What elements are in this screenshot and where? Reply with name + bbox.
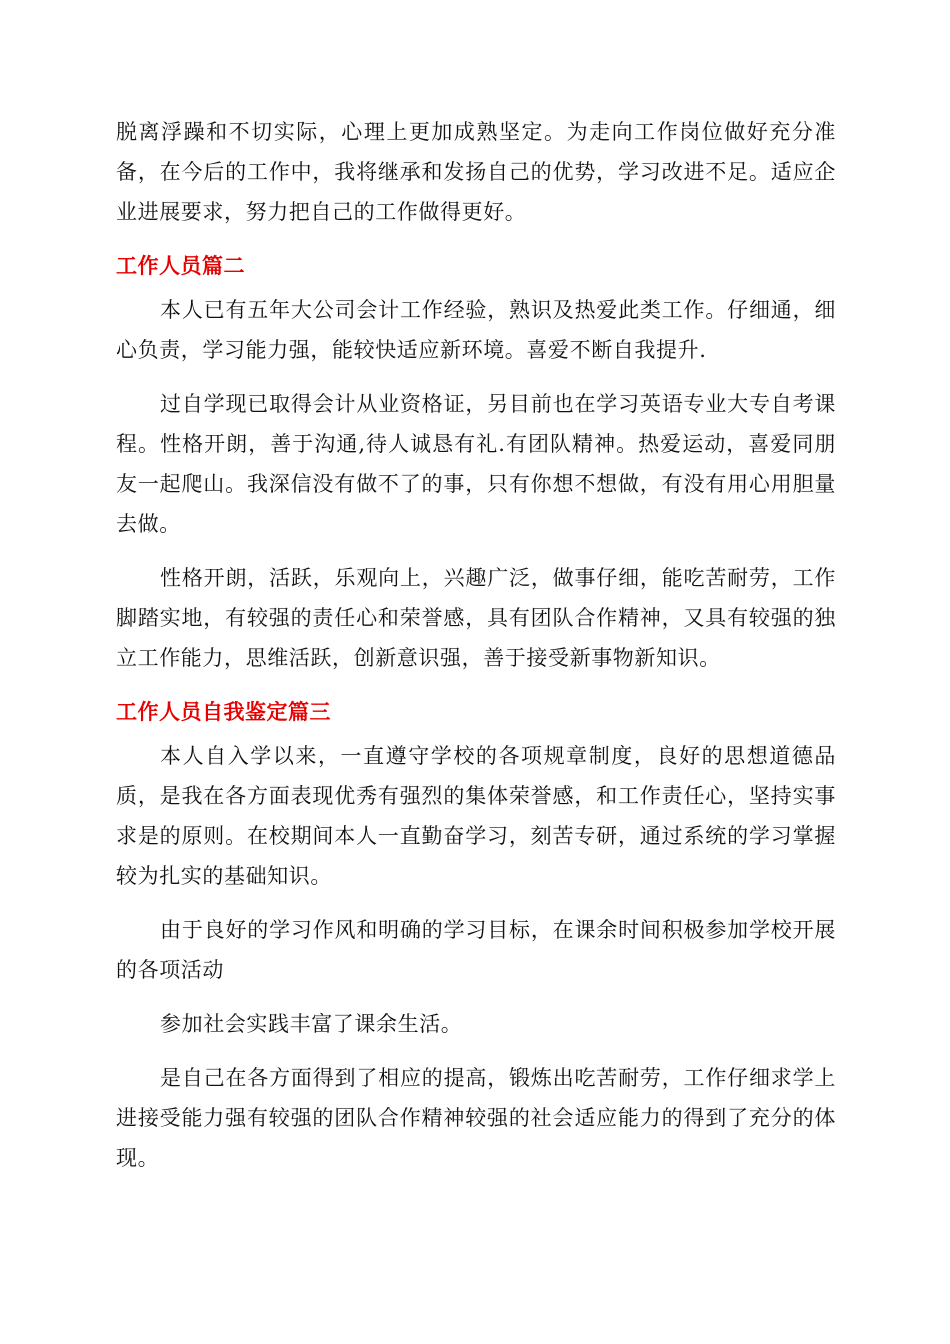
intro-paragraph: 脱离浮躁和不切实际，心理上更加成熟坚定。为走向工作岗位做好充分准备，在今后的工作中，我将继承和发扬自己的优势，学习改进不足。适应企业进展要求，努力把自己的工作做得更好。	[116, 120, 836, 224]
document-body	[116, 112, 836, 1192]
section3-paragraph-2: 由于良好的学习作风和明确的学习目标，在课余时间积极参加学校开展的各项活动	[116, 918, 836, 982]
section2-paragraph-2: 过自学现已取得会计从业资格证，另目前也在学习英语专业大专自考课程。性格开朗，善于沟通,待人诚恳有礼.有团队精神。热爱运动，喜爱同朋友一起爬山。我深信没有做不了的事，只有你想不想做，有没有用心用胆量去做。	[116, 392, 836, 536]
section3-paragraph-4: 是自己在各方面得到了相应的提高，锻炼出吃苦耐劳，工作仔细求学上进接受能力强有较强的团队合作精神较强的社会适应能力的得到了充分的体现。	[116, 1066, 836, 1170]
section2-paragraph-1: 本人已有五年大公司会计工作经验，熟识及热爱此类工作。仔细通，细心负责，学习能力强，能较快适应新环境。喜爱不断自我提升.	[116, 298, 836, 362]
section-heading-3: 工作人员自我鉴定篇三	[116, 700, 331, 724]
section2-paragraph-3: 性格开朗，活跃，乐观向上，兴趣广泛，做事仔细，能吃苦耐劳，工作脚踏实地，有较强的责任心和荣誉感，具有团队合作精神，又具有较强的独立工作能力，思维活跃，创新意识强，善于接受新事物新知识。	[116, 566, 836, 670]
section3-paragraph-1: 本人自入学以来，一直遵守学校的各项规章制度，良好的思想道德品质，是我在各方面表现优秀有强烈的集体荣誉感，和工作责任心，坚持实事求是的原则。在校期间本人一直勤奋学习，刻苦专研，通过系统的学习掌握较为扎实的基础知识。	[116, 744, 836, 888]
section-heading-2: 工作人员篇二	[116, 254, 245, 278]
section3-paragraph-3: 参加社会实践丰富了课余生活。	[160, 1012, 463, 1036]
